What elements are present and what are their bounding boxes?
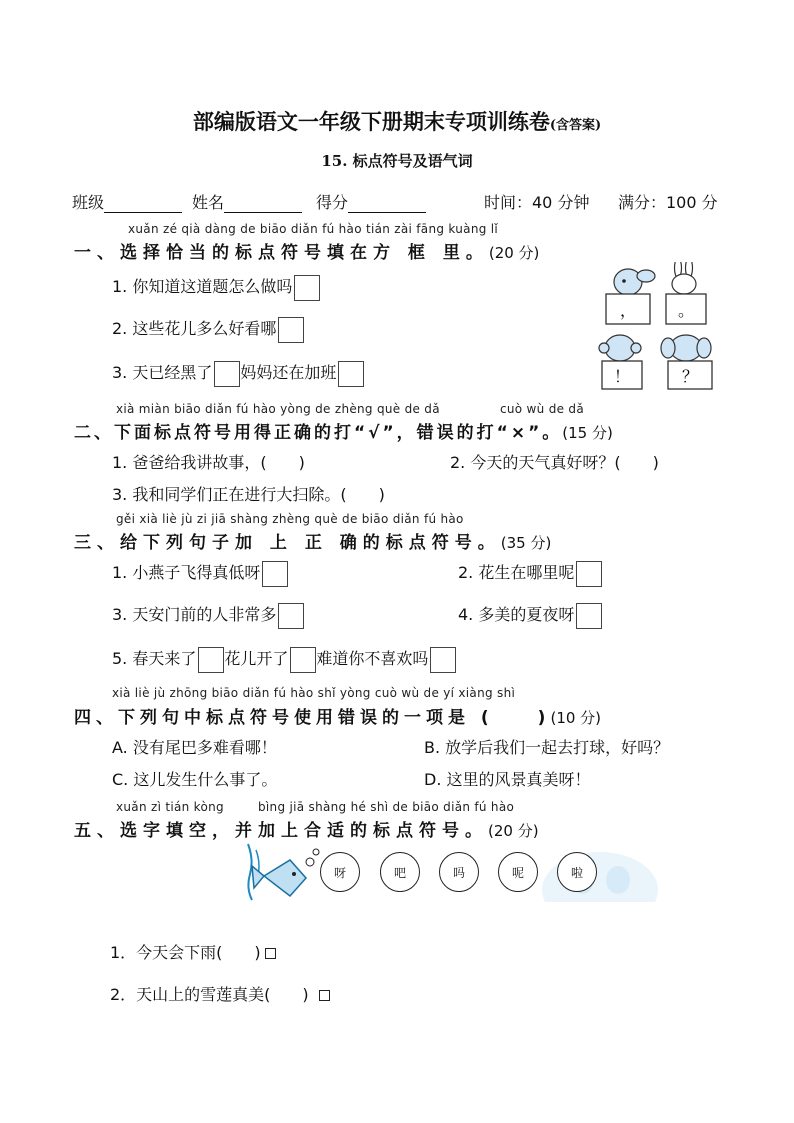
- s2-item-3: 3. 我和同学们正在进行大扫除。( ): [112, 485, 385, 504]
- page-subtitle: 15. 标点符号及语气词: [321, 152, 473, 170]
- answer-box[interactable]: [576, 561, 602, 587]
- answer-box[interactable]: [262, 561, 288, 587]
- score-field: 得分: [316, 190, 426, 213]
- s2-item-2: 2. 今天的天气真好呀？( ): [450, 453, 659, 472]
- answer-box[interactable]: [290, 647, 316, 673]
- answer-box[interactable]: [338, 361, 364, 387]
- answer-box[interactable]: [319, 990, 330, 1001]
- time-label: 时间：40 分钟: [484, 193, 590, 212]
- answer-box[interactable]: [576, 603, 602, 629]
- s4-option-b: B. 放学后我们一起去打球，好吗？: [424, 738, 670, 757]
- char-bubble-4: 呢: [498, 852, 538, 892]
- char-bubble-1: 呀: [320, 852, 360, 892]
- answer-box[interactable]: [278, 603, 304, 629]
- answer-box[interactable]: [294, 275, 320, 301]
- s5-pinyin-b: bìng jiā shàng hé shì de biāo diǎn fú hào: [258, 800, 515, 814]
- s1-pinyin: xuǎn zé qià dàng de biāo diǎn fú hào tián zài fāng kuàng lǐ: [128, 222, 499, 236]
- fish-illustration: [244, 840, 320, 904]
- s3-item-5: 5. 春天来了 花儿开了 难道你不喜欢吗: [112, 646, 456, 673]
- s5-item-2: 2．天山上的雪莲真美( ): [110, 982, 330, 1005]
- s5-item-1: 1．今天会下雨( ): [110, 940, 276, 963]
- s3-heading: 三、给下列句子加 上 正 确的标点符号。(35 分): [74, 533, 552, 553]
- sign-exclamation: ！: [613, 367, 631, 386]
- animals-with-signs-illustration: [598, 262, 724, 394]
- s5-pinyin-a: xuǎn zì tián kòng: [116, 800, 224, 814]
- answer-box[interactable]: [430, 647, 456, 673]
- class-field: 班级: [72, 190, 182, 213]
- s4-option-c: C. 这儿发生什么事了。: [112, 770, 278, 789]
- sign-question: ？: [681, 367, 699, 386]
- s1-item-1: 1. 你知道这道题怎么做吗: [112, 274, 320, 301]
- s1-heading: 一、选择恰当的标点符号填在方 框 里。(20 分): [74, 243, 540, 263]
- sign-comma: ，: [619, 301, 637, 320]
- s4-option-d: D. 这里的风景真美呀！: [424, 770, 591, 789]
- s2-pinyin-a: xià miàn biāo diǎn fú hào yòng de zhèng què de dǎ: [116, 402, 440, 416]
- char-bubble-2: 吧: [380, 852, 420, 892]
- s4-heading: 四、下列句中标点符号使用错误的一项是 ( )(10 分): [74, 708, 602, 728]
- s4-option-a: A. 没有尾巴多难看哪！: [112, 738, 277, 757]
- full-score-label: 满分：100 分: [618, 193, 718, 212]
- title-suffix: (含答案): [549, 118, 602, 133]
- s3-item-1: 1. 小燕子飞得真低呀: [112, 560, 288, 587]
- answer-box[interactable]: [198, 647, 224, 673]
- page-title: 部编版语文一年级下册期末专项训练卷(含答案): [192, 109, 602, 134]
- char-bubble-5: 啦: [557, 852, 597, 892]
- s4-pinyin: xià liè jù zhōng biāo diǎn fú hào shǐ yòng cuò wù de yí xiàng shì: [112, 686, 516, 700]
- s3-item-3: 3. 天安门前的人非常多: [112, 602, 304, 629]
- answer-box[interactable]: [278, 317, 304, 343]
- s3-pinyin: gěi xià liè jù zi jiā shàng zhèng què de biāo diǎn fú hào: [116, 512, 464, 526]
- s3-item-2: 2. 花生在哪里呢: [458, 560, 602, 587]
- s1-item-3: 3. 天已经黑了 妈妈还在加班: [112, 360, 364, 387]
- s2-item-1: 1. 爸爸给我讲故事，( ): [112, 453, 305, 472]
- answer-box[interactable]: [265, 948, 276, 959]
- s3-item-4: 4. 多美的夏夜呀: [458, 602, 602, 629]
- sign-period: 。: [677, 301, 695, 320]
- char-bubble-3: 吗: [439, 852, 479, 892]
- s2-heading: 二、下面标点符号用得正确的打“√”，错误的打“×”。(15 分): [74, 423, 613, 443]
- s2-pinyin-b: cuò wù de dǎ: [500, 402, 584, 416]
- s1-item-2: 2. 这些花儿多么好看哪: [112, 316, 304, 343]
- s5-heading: 五、选字填空，并加上合适的标点符号。(20 分): [74, 821, 539, 841]
- name-field: 姓名: [192, 190, 302, 213]
- answer-box[interactable]: [214, 361, 240, 387]
